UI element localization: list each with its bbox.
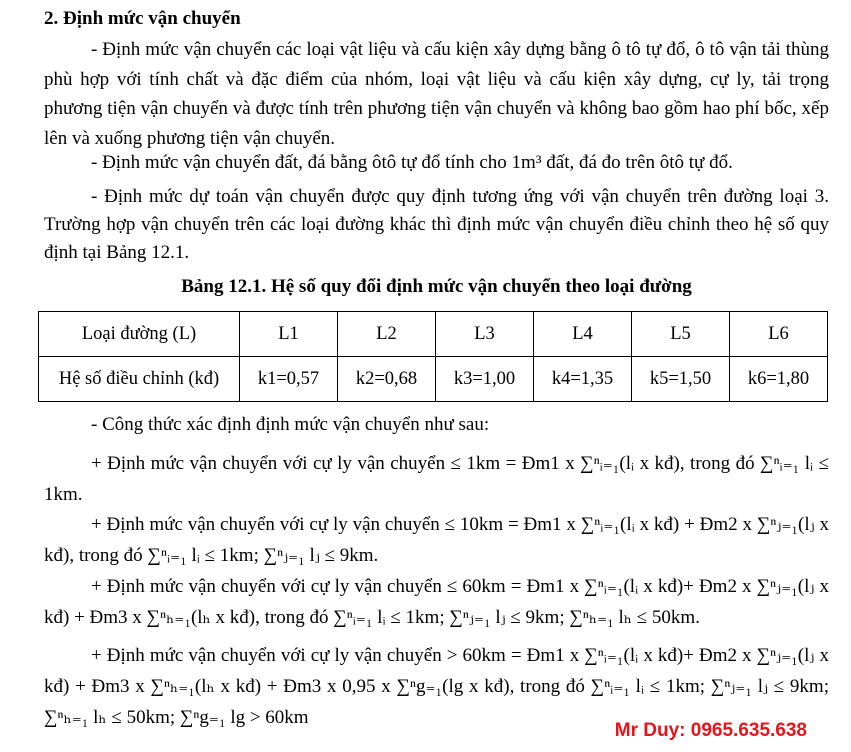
table-cell: L5 (632, 312, 730, 357)
section-heading: 2. Định mức vận chuyển (44, 8, 241, 29)
paragraph-road-type: - Định mức dự toán vận chuyển được quy định tương ứng với vận chuyển trên đường loại 3. Trường hợp vận chuyển trên các loại đường khác thì định mức vận chuyển điều chỉnh theo hệ số quy định tại Bảng 12.1. (44, 186, 829, 263)
formula-60km: + Định mức vận chuyển với cự ly vận chuyển ≤ 60km = Đm1 x ∑ⁿᵢ₌₁(lᵢ x kđ)+ Đm2 x ∑ⁿⱼ₌₁(lⱼ x kđ) + Đm3 x ∑ⁿₕ₌₁(lₕ x kđ), trong đó ∑ⁿᵢ₌₁ lᵢ ≤ 1km; ∑ⁿⱼ₌₁ lⱼ ≤ 9km; ∑ⁿₕ₌₁ lₕ ≤ 50km. (44, 576, 829, 628)
table-cell: L4 (534, 312, 632, 357)
contact-watermark: Mr Duy: 0965.635.638 (614, 720, 807, 741)
table-cell: k5=1,50 (632, 357, 730, 402)
formula-1km: + Định mức vận chuyển với cự ly vận chuyển ≤ 1km = Đm1 x ∑ⁿᵢ₌₁(lᵢ x kđ), trong đó ∑ⁿᵢ₌₁ lᵢ ≤ 1km. (44, 453, 829, 505)
table-cell: k3=1,00 (436, 357, 534, 402)
table-cell: L1 (240, 312, 338, 357)
paragraph-formula-intro: - Công thức xác định định mức vận chuyển như sau: (91, 414, 490, 435)
formula-10km: + Định mức vận chuyển với cự ly vận chuyển ≤ 10km = Đm1 x ∑ⁿᵢ₌₁(lᵢ x kđ) + Đm2 x ∑ⁿⱼ₌₁(lⱼ x kđ), trong đó ∑ⁿᵢ₌₁ lᵢ ≤ 1km; ∑ⁿⱼ₌₁ lⱼ ≤ 9km. (44, 514, 830, 566)
table-row-header: Loại đường (L) (39, 312, 240, 357)
table-cell: k6=1,80 (730, 357, 828, 402)
paragraph-soil-rock: - Định mức vận chuyển đất, đá bằng ôtô tự đổ tính cho 1m³ đất, đá đo trên ôtô tự đổ. (91, 152, 733, 173)
table-cell: k2=0,68 (338, 357, 436, 402)
table-cell: L6 (730, 312, 828, 357)
table-cell: k4=1,35 (534, 357, 632, 402)
coefficient-table (38, 311, 828, 402)
table-caption: Bảng 12.1. Hệ số quy đổi định mức vận chuyển theo loại đường (181, 276, 692, 297)
table-cell: L3 (436, 312, 534, 357)
formula-over-60km: + Định mức vận chuyển với cự ly vận chuyển > 60km = Đm1 x ∑ⁿᵢ₌₁(lᵢ x kđ)+ Đm2 x ∑ⁿⱼ₌₁(lⱼ x kđ) + Đm3 x ∑ⁿₕ₌₁(lₕ x kđ) + Đm3 x 0,95 x ∑ⁿg₌₁(lg x kđ), trong đó ∑ⁿᵢ₌₁ lᵢ ≤ 1km; ∑ⁿⱼ₌₁ lⱼ ≤ 9km; ∑ⁿₕ₌₁ lₕ ≤ 50km; ∑ⁿg₌₁ lg > 60km (44, 645, 829, 728)
table-row-header: Hệ số điều chỉnh (kđ) (39, 357, 240, 402)
paragraph-transport-norm: - Định mức vận chuyển các loại vật liệu và cấu kiện xây dựng bằng ô tô tự đổ, ô tô vận tải thùng phù hợp với tính chất và đặc điểm của nhóm, loại vật liệu và cấu kiện xây dựng, cự ly, tải trọng phương tiện vận chuyển và được tính trên phương tiện vận chuyển và không bao gồm hao phí bốc, xếp lên và xuống phương tiện vận chuyển. (44, 39, 829, 149)
table-cell: k1=0,57 (240, 357, 338, 402)
table-row (39, 312, 828, 357)
table-cell: L2 (338, 312, 436, 357)
table-row (39, 357, 828, 402)
